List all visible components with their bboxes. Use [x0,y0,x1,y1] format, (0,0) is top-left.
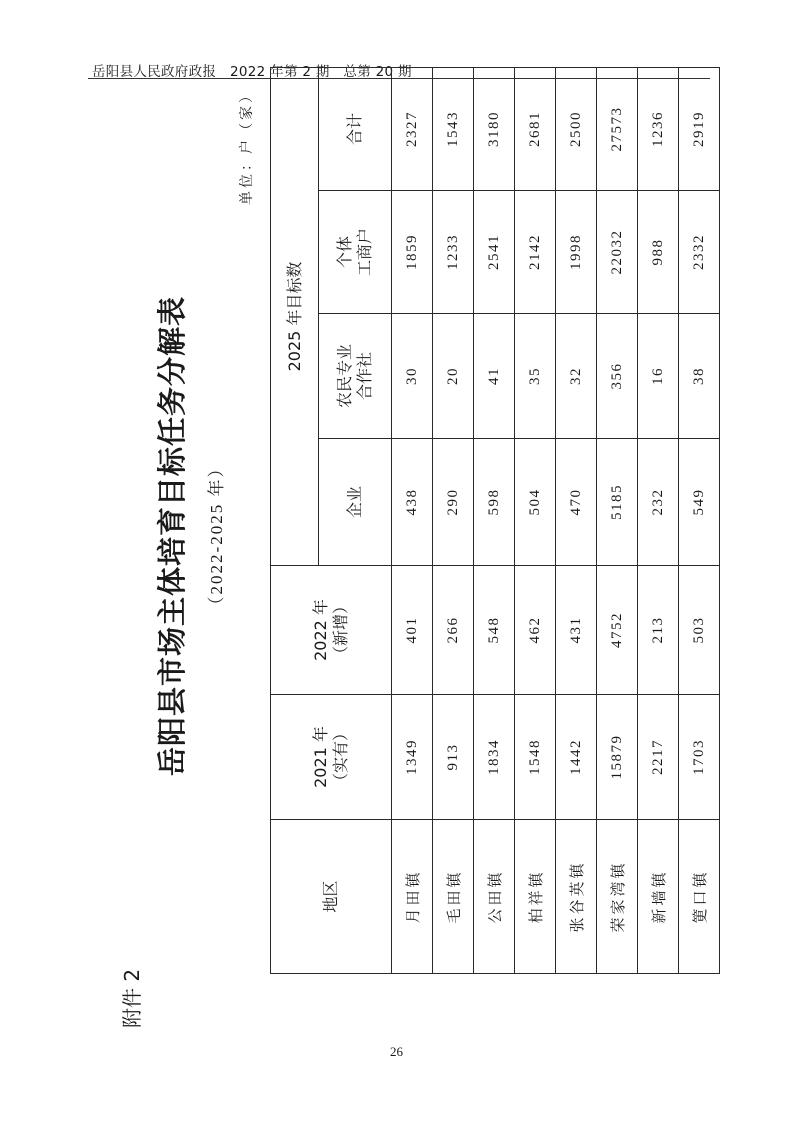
cell-enterprise: 470 [556,439,597,566]
col-header-coop: 农民专业 合作社 [319,314,392,439]
cell-total: 27573 [597,68,638,191]
header-row [271,68,319,974]
cell-2021: 2217 [638,695,679,820]
cell-region: 毛田镇 [433,820,474,974]
cell-2021: 15879 [597,695,638,820]
cell-enterprise: 549 [679,439,720,566]
cell-2021: 913 [433,695,474,820]
document-subtitle: （2022-2025 年） [207,458,226,614]
cell-coop: 41 [474,314,515,439]
table-row [556,68,597,974]
cell-2021: 1703 [679,695,720,820]
cell-2022: 503 [679,566,720,695]
cell-2021: 1834 [474,695,515,820]
cell-2022: 266 [433,566,474,695]
table-row [679,68,720,974]
cell-enterprise: 504 [515,439,556,566]
cell-region: 张谷英镇 [556,820,597,974]
cell-enterprise: 5185 [597,439,638,566]
cell-coop: 38 [679,314,720,439]
cell-total: 1236 [638,68,679,191]
table-row [638,68,679,974]
cell-total: 2327 [392,68,433,191]
cell-individual: 22032 [597,191,638,314]
document-title: 岳阳县市场主体培育目标任务分解表 [155,296,189,777]
cell-enterprise: 290 [433,439,474,566]
cell-region: 月田镇 [392,820,433,974]
unit-note: 单位：户（家） [239,86,255,205]
cell-coop: 16 [638,314,679,439]
cell-coop: 35 [515,314,556,439]
cell-2022: 401 [392,566,433,695]
cell-region: 公田镇 [474,820,515,974]
col-header-2025-target: 2025 年目标数 [271,68,319,566]
page-number: 26 [390,1044,403,1059]
table-row [433,68,474,974]
cell-individual: 1998 [556,191,597,314]
cell-2021: 1548 [515,695,556,820]
cell-2022: 4752 [597,566,638,695]
cell-individual: 2142 [515,191,556,314]
col-header-2022: 2022 年 （新增） [271,566,392,695]
cell-region: 柏祥镇 [515,820,556,974]
cell-individual: 1859 [392,191,433,314]
cell-2022: 548 [474,566,515,695]
cell-coop: 20 [433,314,474,439]
attachment-label: 附件 2 [120,968,144,1028]
rotated-content [116,36,709,1036]
cell-total: 2681 [515,68,556,191]
cell-coop: 32 [556,314,597,439]
cell-total: 3180 [474,68,515,191]
target-table [270,67,720,974]
col-header-enterprise: 企业 [319,439,392,566]
cell-individual: 1233 [433,191,474,314]
table-row [597,68,638,974]
cell-individual: 2332 [679,191,720,314]
cell-total: 1543 [433,68,474,191]
col-header-total: 合计 [319,68,392,191]
cell-total: 2500 [556,68,597,191]
col-header-2021: 2021 年 （实有） [271,695,392,820]
table-row [392,68,433,974]
cell-individual: 988 [638,191,679,314]
cell-coop: 356 [597,314,638,439]
col-header-individual: 个体 工商户 [319,191,392,314]
cell-individual: 2541 [474,191,515,314]
cell-total: 2919 [679,68,720,191]
cell-2021: 1442 [556,695,597,820]
cell-region: 筻口镇 [679,820,720,974]
cell-enterprise: 438 [392,439,433,566]
col-header-region: 地区 [271,820,392,974]
cell-enterprise: 598 [474,439,515,566]
cell-coop: 30 [392,314,433,439]
cell-2022: 431 [556,566,597,695]
running-header: 岳阳县人民政府政报 2022 年第 2 期 总第 20 期 [92,64,412,80]
cell-region: 新墙镇 [638,820,679,974]
cell-enterprise: 232 [638,439,679,566]
cell-2021: 1349 [392,695,433,820]
table-row [515,68,556,974]
table-row [474,68,515,974]
cell-region: 荣家湾镇 [597,820,638,974]
cell-2022: 462 [515,566,556,695]
cell-2022: 213 [638,566,679,695]
